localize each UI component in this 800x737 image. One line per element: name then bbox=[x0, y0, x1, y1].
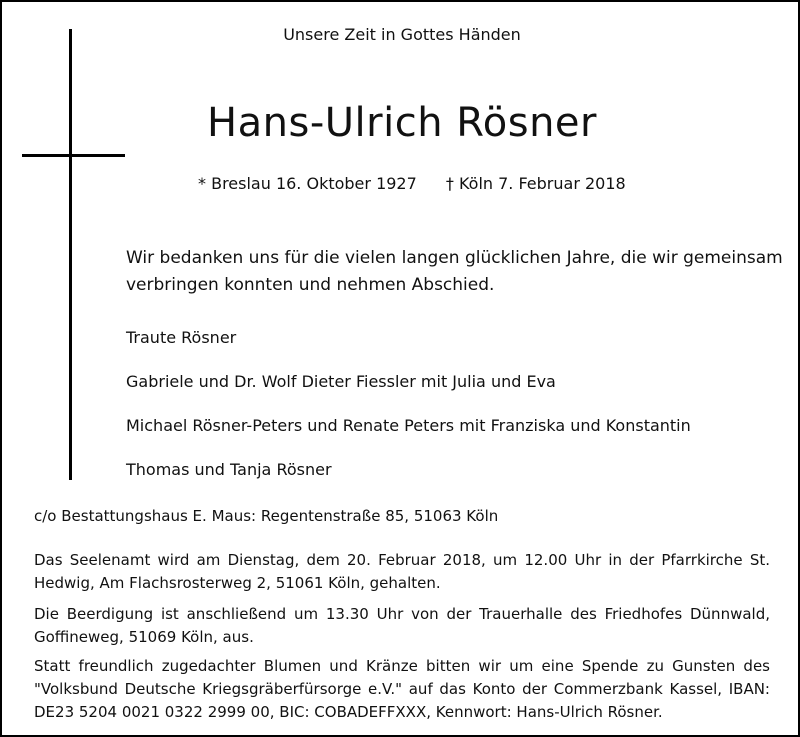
cross-icon-horizontal bbox=[22, 154, 125, 157]
motto: Unsere Zeit in Gottes Händen bbox=[283, 25, 521, 44]
mourner: Gabriele und Dr. Wolf Dieter Fiessler mit Julia und Eva bbox=[126, 372, 556, 391]
funeral-home-address: c/o Bestattungshaus E. Maus: Regentenstraße 85, 51063 Köln bbox=[34, 507, 499, 525]
deceased-name: Hans-Ulrich Rösner bbox=[207, 100, 597, 146]
death-date: † Köln 7. Februar 2018 bbox=[445, 174, 626, 193]
donation-paragraph: Statt freundlich zugedachter Blumen und Kränze bitten wir um eine Spende zu Gunsten des "Volksbund Deutsche Kriegsgräberfürsorge e.V." auf das Konto der Commerzbank Kassel, IBAN: DE23 5204 0021 0322 2999 00, BIC: COBADEFFXXX, Kennwort: Hans-Ulrich Rösner. bbox=[34, 657, 770, 721]
life-dates bbox=[198, 174, 626, 193]
requiem-paragraph: Das Seelenamt wird am Dienstag, dem 20. Februar 2018, um 12.00 Uhr in der Pfarrkirche St. Hedwig, Am Flachsrosterweg 2, 51061 Köln, gehalten. bbox=[34, 551, 770, 592]
cross-icon-vertical bbox=[69, 29, 72, 480]
mourner: Thomas und Tanja Rösner bbox=[126, 460, 332, 479]
burial-paragraph: Die Beerdigung ist anschließend um 13.30 Uhr von der Trauerhalle des Friedhofes Dünnwald, Goffineweg, 51069 Köln, aus. bbox=[34, 605, 770, 646]
birth-date: * Breslau 16. Oktober 1927 bbox=[198, 174, 417, 193]
mourner: Michael Rösner-Peters und Renate Peters mit Franziska und Konstantin bbox=[126, 416, 691, 435]
mourners-list bbox=[126, 327, 691, 503]
mourner: Traute Rösner bbox=[126, 328, 237, 347]
thanks-text: Wir bedanken uns für die vielen langen glücklichen Jahre, die wir gemeinsam verbringen konnten und nehmen Abschied. bbox=[126, 248, 783, 295]
